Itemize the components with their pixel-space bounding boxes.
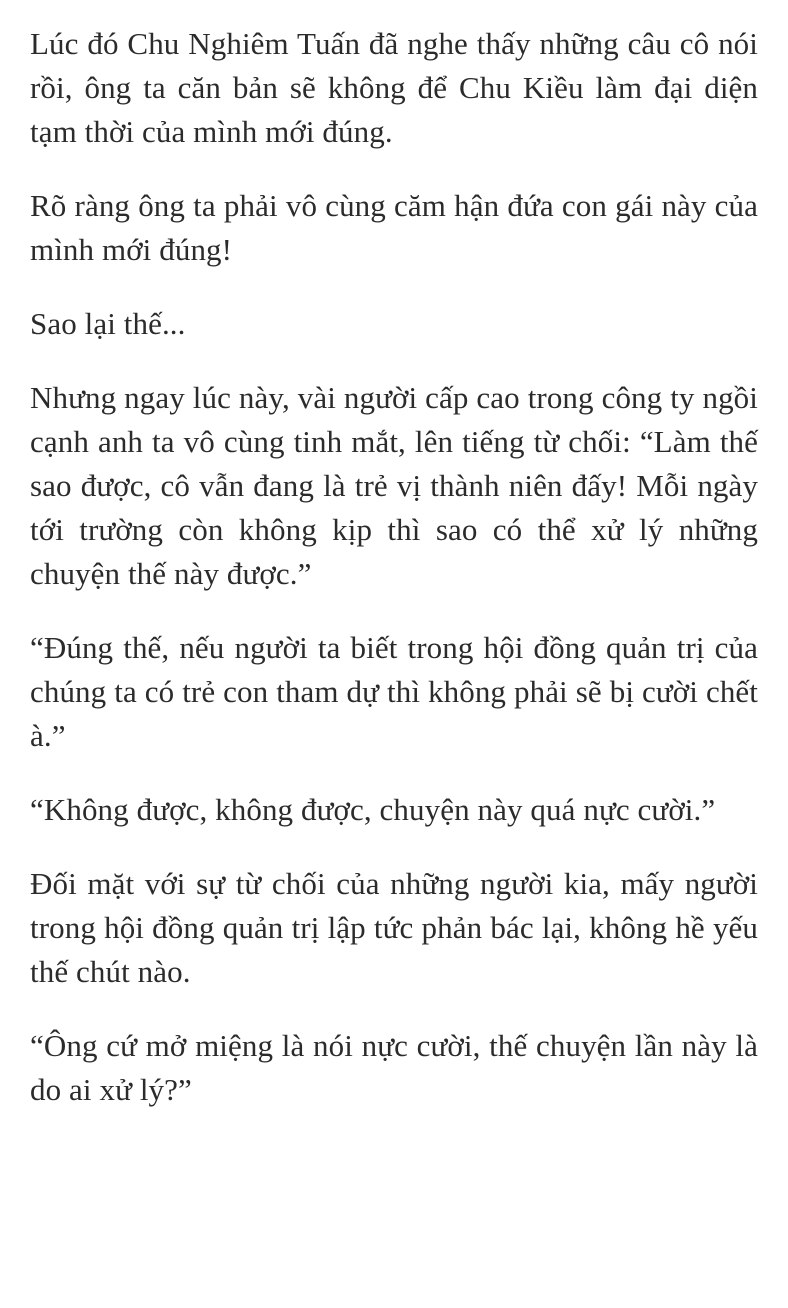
paragraph: “Đúng thế, nếu người ta biết trong hội đồng quản trị của chúng ta có trẻ con tham dự thì không phải sẽ bị cười chết à.” bbox=[30, 630, 758, 754]
paragraph: Rõ ràng ông ta phải vô cùng căm hận đứa con gái này của mình mới đúng! bbox=[30, 188, 758, 268]
paragraph: Lúc đó Chu Nghiêm Tuấn đã nghe thấy những câu cô nói rồi, ông ta căn bản sẽ không để Chu Kiều làm đại diện tạm thời của mình mới đúng. bbox=[30, 26, 758, 150]
paragraph: “Không được, không được, chuyện này quá nực cười.” bbox=[30, 792, 716, 828]
paragraph: Đối mặt với sự từ chối của những người kia, mấy người trong hội đồng quản trị lập tức phản bác lại, không hề yếu thế chút nào. bbox=[30, 866, 758, 990]
paragraph: “Ông cứ mở miệng là nói nực cười, thế chuyện lần này là do ai xử lý?” bbox=[30, 1028, 758, 1108]
paragraph: Nhưng ngay lúc này, vài người cấp cao trong công ty ngồi cạnh anh ta vô cùng tinh mắt, lên tiếng từ chối: “Làm thế sao được, cô vẫn đang là trẻ vị thành niên đấy! Mỗi ngày tới trường còn không kịp thì sao có thể xử lý những chuyện thế này được.” bbox=[30, 380, 758, 592]
paragraph: Sao lại thế... bbox=[30, 306, 186, 342]
